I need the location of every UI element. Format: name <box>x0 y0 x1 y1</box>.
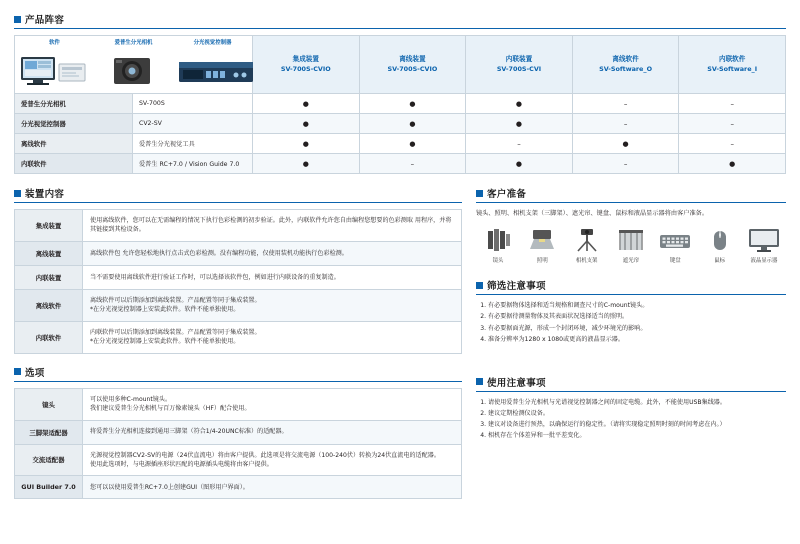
camera-stand-icon <box>572 227 602 253</box>
row-label: 内联软件 <box>15 154 133 174</box>
row-label: 离线装置 <box>15 241 83 265</box>
column-name: 集成装置 <box>292 55 319 64</box>
row-text: 当不需要使用离线软件进行验证工作时，可以选择该软件包，例如进行内联设备的重复制造。 <box>83 265 462 289</box>
screening-notes-list <box>476 301 786 345</box>
row-label: 三脚架适配器 <box>15 420 83 444</box>
list-item: 2. 有必要据待测量物体及其表面状况选择适当的照明。 <box>488 312 786 322</box>
cell-mark: – <box>572 154 679 174</box>
icon-item-lighting <box>522 227 562 264</box>
section-title: 使用注意事项 <box>487 377 546 389</box>
cell-mark: – <box>359 154 466 174</box>
row-description: CV2-SV <box>133 114 253 134</box>
product-lineup-table <box>14 35 786 174</box>
row-text: 离线软件可以后期添加到离线装置。产品配置等同于集成装置。 *在分光视觉控制器上安装此软件。软件不能单独使用。 <box>83 289 462 321</box>
left-column <box>14 186 462 499</box>
cell-mark: – <box>572 94 679 114</box>
camera-icon <box>94 54 173 90</box>
thumbnail-caption: 爱普生分光相机 <box>114 40 153 46</box>
cell-mark: – <box>572 114 679 134</box>
table-row <box>15 114 786 134</box>
usage-notes-list <box>476 398 786 442</box>
row-label: 集成装置 <box>15 210 83 242</box>
icon-item-blackout-curtain <box>611 227 651 264</box>
row-text: 可以使用多种C-mount镜头。 我们建议爱普生分光相机与百万像素镜头（HF）配合使用。 <box>83 388 462 420</box>
table-row <box>15 476 462 499</box>
row-text: 内联软件可以后期添加到离线装置。产品配置等同于集成装置。 *在分光视觉控制器上安装此软件。软件不能单独使用。 <box>83 321 462 353</box>
table-header-row <box>15 36 786 94</box>
row-label: 镜头 <box>15 388 83 420</box>
row-label: 离线软件 <box>15 134 133 154</box>
column-name: 离线装置 <box>399 55 426 64</box>
section-header-device-content <box>14 186 462 203</box>
table-row <box>15 321 462 353</box>
blackout-curtain-icon <box>616 227 646 253</box>
table-row <box>15 210 462 242</box>
thumbnail-software <box>15 36 94 93</box>
monitor-software-icon <box>15 54 94 90</box>
cell-mark: – <box>679 94 786 114</box>
table-row <box>15 241 462 265</box>
square-bullet-icon <box>14 190 21 197</box>
cell-mark: – <box>679 114 786 134</box>
section-header-product-lineup <box>14 12 786 29</box>
square-bullet-icon <box>14 16 21 23</box>
column-header-inline-software <box>679 36 786 94</box>
icon-item-camera-stand <box>567 227 607 264</box>
column-header-integrated <box>253 36 360 94</box>
lighting-icon <box>527 227 557 253</box>
controller-icon <box>173 54 252 90</box>
cell-mark: ● <box>466 94 573 114</box>
row-text: 将爱普生分光相机连接到通用三脚架（符合1/4-20UNC标准）的适配器。 <box>83 420 462 444</box>
cell-mark: ● <box>359 134 466 154</box>
column-name: 内联软件 <box>719 55 746 64</box>
icon-item-keyboard <box>655 227 695 264</box>
lcd-monitor-icon <box>747 227 781 253</box>
table-row <box>15 265 462 289</box>
list-item: 3. 有必要据面光源，形成一个封闭环境，减少环境光的影响。 <box>488 324 786 334</box>
cell-mark: ● <box>253 94 360 114</box>
icon-item-mouse <box>700 227 740 264</box>
row-description: 爱普生 RC+7.0 / Vision Guide 7.0 <box>133 154 253 174</box>
row-text: 离线软件包 允许您轻松地执行点击式色彩检测。没有编程功能，仅使用装机功能执行色彩检测。 <box>83 241 462 265</box>
customer-prep-text: 镜头、照明、相机支架（三脚架）、遮光帘、键盘、鼠标和液晶显示器将由客户准备。 <box>476 210 709 217</box>
lower-content <box>14 186 786 499</box>
table-row <box>15 94 786 114</box>
column-header-inline-device <box>466 36 573 94</box>
icon-label: 液晶显示器 <box>750 258 778 265</box>
thumbnail-caption: 软件 <box>49 40 60 46</box>
thumbnail-vision-controller <box>173 36 252 93</box>
section-header-customer-prep <box>476 186 786 203</box>
column-header-offline-software <box>572 36 679 94</box>
mouse-icon <box>707 227 733 253</box>
list-item: 4. 相机存在个体差异和一批平差变化。 <box>488 431 786 441</box>
row-label: 爱普生分光相机 <box>15 94 133 114</box>
square-bullet-icon <box>476 378 483 385</box>
table-row <box>15 444 462 476</box>
list-item: 2. 建议定期检测仪设备。 <box>488 409 786 419</box>
row-label: 内联软件 <box>15 321 83 353</box>
right-column <box>476 186 786 499</box>
square-bullet-icon <box>14 368 21 375</box>
thumbnail-caption: 分光视觉控制器 <box>193 40 232 46</box>
row-label: 分光视觉控制器 <box>15 114 133 134</box>
icon-item-lcd-monitor <box>744 227 784 264</box>
list-item: 4. 准备分辨率为1280 x 1080或更高的液晶显示器。 <box>488 335 786 345</box>
cell-mark: ● <box>359 114 466 134</box>
section-title: 产品阵容 <box>25 15 65 26</box>
keyboard-icon <box>658 227 692 253</box>
cell-mark: ● <box>253 134 360 154</box>
cell-mark: ● <box>466 154 573 174</box>
table-row <box>15 388 462 420</box>
customer-prep-icon-row <box>478 227 784 264</box>
section-title: 客户准备 <box>487 189 527 200</box>
icon-label: 相机支架 <box>575 258 598 265</box>
cell-mark: – <box>679 134 786 154</box>
table-row <box>15 134 786 154</box>
column-code: SV-700S-CVIO <box>280 64 331 73</box>
row-text: 您可以以使用爱普生RC+7.0上创建GUI（图形用户界面）。 <box>83 476 462 499</box>
cell-mark: ● <box>359 94 466 114</box>
row-label: GUI Builder 7.0 <box>15 476 83 499</box>
column-name: 离线软件 <box>612 55 639 64</box>
cell-mark: ● <box>466 114 573 134</box>
device-content-table <box>14 209 462 354</box>
section-header-usage-notes <box>476 375 786 392</box>
icon-label: 镜头 <box>492 258 504 265</box>
row-text: 光源视觉控制器CV2-SV的电源（24伏直流电）将由客户提供。此选项是将交流电源（100-240伏）转换为24伏直流电的适配器。 使用此选项时，与电源插座形状匹配的电源插头电缆将由客户提供。 <box>83 444 462 476</box>
cell-mark: ● <box>253 114 360 134</box>
thumbnail-spectral-camera <box>94 36 173 93</box>
cell-mark: ● <box>679 154 786 174</box>
square-bullet-icon <box>476 282 483 289</box>
square-bullet-icon <box>476 190 483 197</box>
column-code: SV-Software_I <box>707 64 758 73</box>
list-item: 1. 请使用爱普生分光相机与光谱视觉控制器之间的固定电缆。此外，不能使用USB集线器。 <box>488 398 786 408</box>
icon-item-lens <box>478 227 518 264</box>
cell-mark: ● <box>253 154 360 174</box>
column-header-offline-device <box>359 36 466 94</box>
row-label: 内联装置 <box>15 265 83 289</box>
cell-mark: ● <box>572 134 679 154</box>
row-text: 使用离线软件，您可以在无需编程的情况下执行色彩检测的初步验证。此外，内联软件允许您自由编程您想要的色彩测取 用程序，并将其链接到其检设备。 <box>83 210 462 242</box>
row-label: 交流适配器 <box>15 444 83 476</box>
section-title: 装置内容 <box>25 189 65 200</box>
section-title: 筛选注意事项 <box>487 281 546 293</box>
row-label: 离线软件 <box>15 289 83 321</box>
cell-mark: – <box>466 134 573 154</box>
column-code: SV-Software_O <box>599 64 653 73</box>
section-header-screening-notes <box>476 278 786 295</box>
icon-label: 鼠标 <box>714 258 726 265</box>
list-item: 1. 有必要据物体选择和适当规格和调查尺寸的C-mount镜头。 <box>488 301 786 311</box>
product-thumbnails-cell <box>15 36 253 94</box>
icon-label: 键盘 <box>669 258 681 265</box>
table-row <box>15 420 462 444</box>
table-row <box>15 289 462 321</box>
section-title: 选项 <box>25 367 45 379</box>
table-row <box>15 154 786 174</box>
row-description: SV-700S <box>133 94 253 114</box>
thumbnail-strip <box>15 36 252 93</box>
list-item: 3. 建议对设备进行预热，以确保运行的稳定性。（请将实现稳定照明时刻的时间考虑在内。） <box>488 420 786 430</box>
icon-label: 照明 <box>536 258 548 265</box>
row-description: 爱普生分光视觉工具 <box>133 134 253 154</box>
column-name: 内联装置 <box>505 55 533 64</box>
icon-label: 遮光帘 <box>622 258 640 265</box>
lens-icon <box>483 227 513 253</box>
options-table <box>14 388 462 500</box>
column-code: SV-700S-CVI <box>496 64 542 73</box>
section-header-options <box>14 365 462 382</box>
column-code: SV-700S-CVIO <box>387 64 438 73</box>
